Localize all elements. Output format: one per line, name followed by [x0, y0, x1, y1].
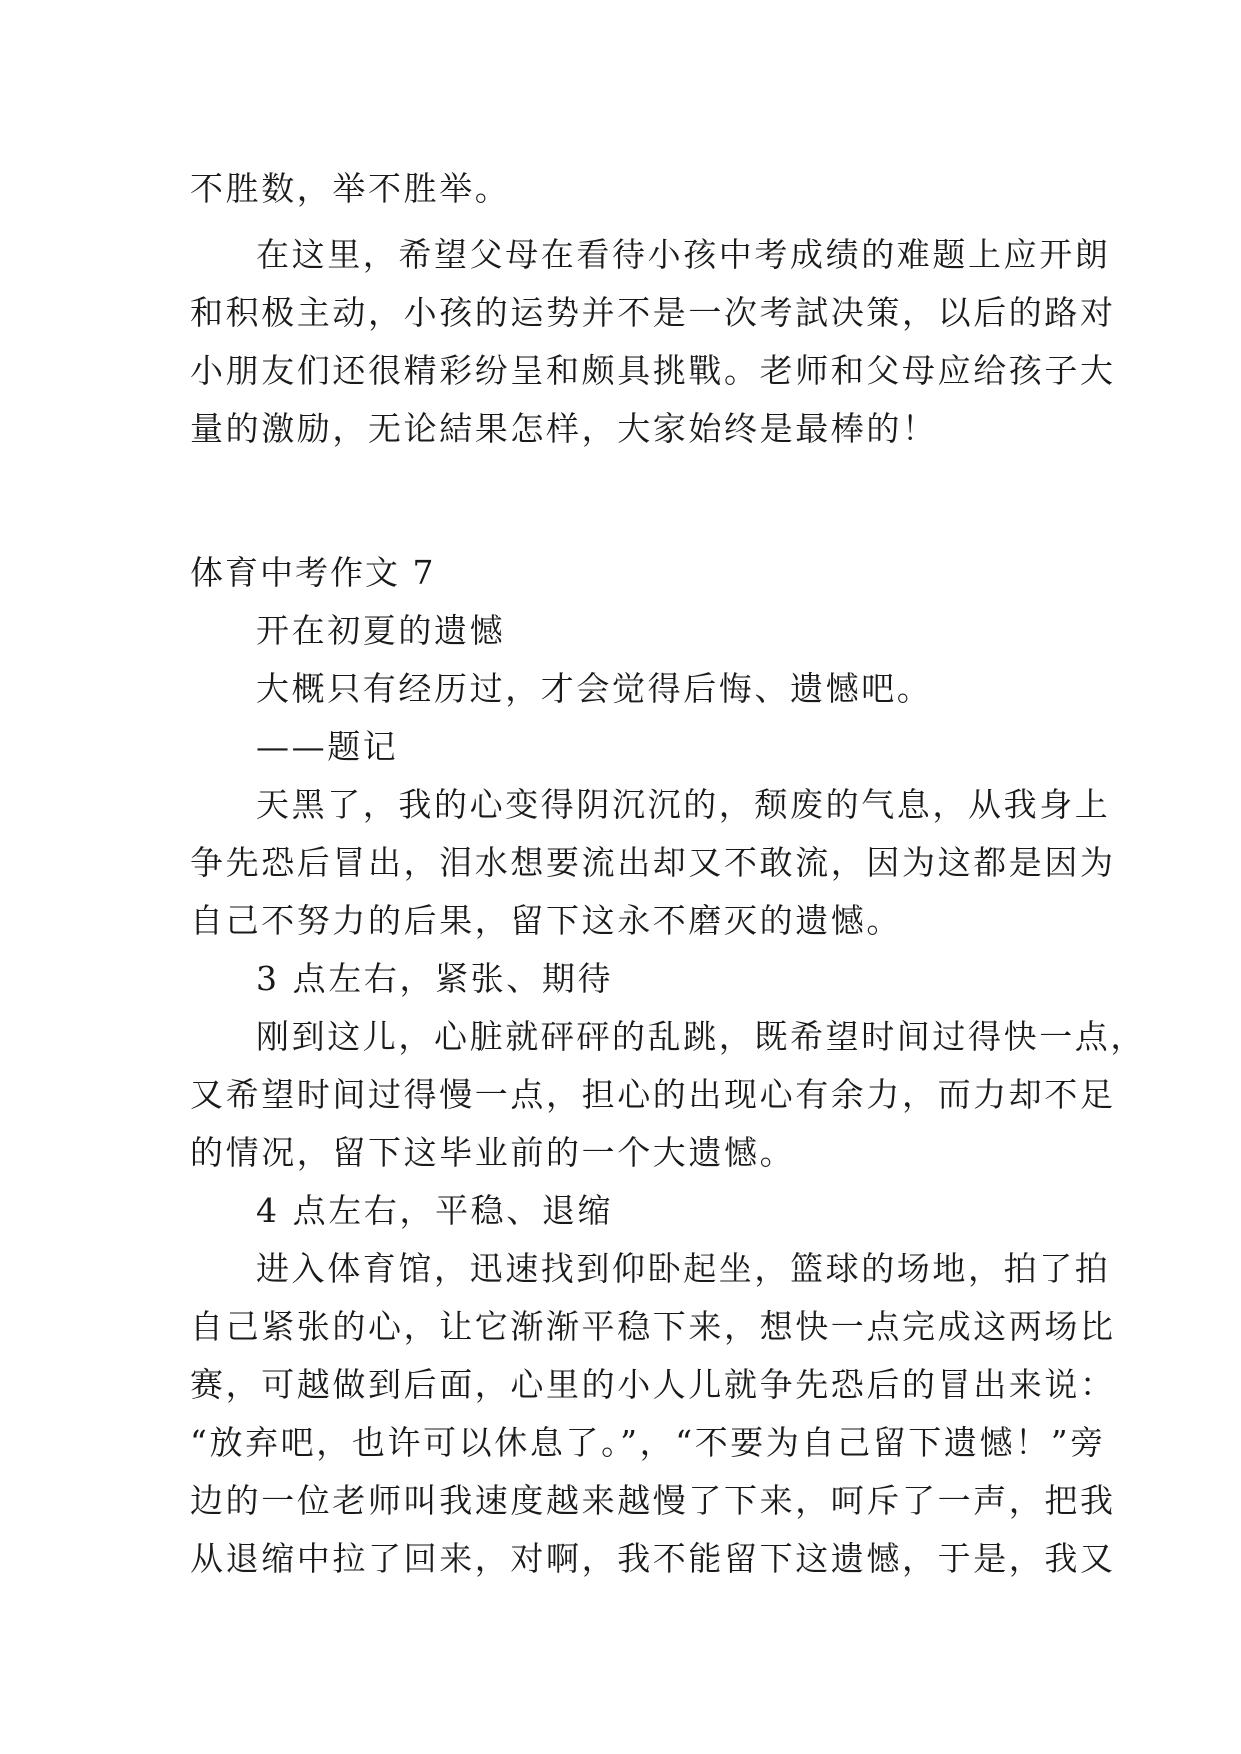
epigraph: 大概只有经历过，才会觉得后悔、遗憾吧。: [256, 669, 933, 708]
text-line: 进入体育馆，迅速找到仰卧起坐，篮球的场地，拍了拍: [256, 1249, 1111, 1288]
section-heading: 体育中考作文 7: [190, 553, 436, 592]
time-marker: 4 点左右，平稳、退缩: [256, 1191, 614, 1230]
text-line: “放弃吧，也许可以休息了。”，“不要为自己留下遗憾！”旁: [190, 1423, 1106, 1462]
text-line: 和积极主动，小孩的运势并不是一次考試决策，以后的路对: [190, 293, 1116, 332]
document-page: [190, 160, 1146, 1588]
text-line: 争先恐后冒出，泪水想要流出却又不敢流，因为这都是因为: [190, 843, 1116, 882]
text-line: 从退缩中拉了回来，对啊，我不能留下这遗憾，于是，我又: [190, 1539, 1116, 1578]
text-line: 量的激励，无论結果怎样，大家始终是最棒的！: [190, 409, 938, 448]
essay-title: 开在初夏的遗憾: [256, 611, 506, 650]
text-line: 自己不努力的后果，留下这永不磨灭的遗憾。: [190, 901, 902, 940]
text-line: 不胜数，举不胜举。: [190, 169, 511, 208]
text-line: 又希望时间过得慢一点，担心的出现心有余力，而力却不足: [190, 1075, 1116, 1114]
text-line: 自己紧张的心，让它渐渐平稳下来，想快一点完成这两场比: [190, 1307, 1116, 1346]
text-line: 在这里，希望父母在看待小孩中考成绩的难题上应开朗: [256, 235, 1111, 274]
text-line: 天黑了，我的心变得阴沉沉的，颓废的气息，从我身上: [256, 785, 1111, 824]
epigraph-source: ——题记: [256, 727, 399, 766]
text-line: 小朋友们还很精彩纷呈和颇具挑戰。老师和父母应给孩子大: [190, 351, 1116, 390]
time-marker: 3 点左右，紧张、期待: [256, 959, 614, 998]
spacer: [190, 218, 1056, 226]
text-line: 赛，可越做到后面，心里的小人儿就争先恐后的冒出来说：: [190, 1365, 1116, 1404]
spacer: [190, 458, 1056, 544]
text-line: 的情况，留下这毕业前的一个大遗憾。: [190, 1133, 796, 1172]
text-line: 刚到这儿，心脏就砰砰的乱跳，既希望时间过得快一点，: [256, 1017, 1146, 1056]
text-line: 边的一位老师叫我速度越来越慢了下来，呵斥了一声，把我: [190, 1481, 1116, 1520]
